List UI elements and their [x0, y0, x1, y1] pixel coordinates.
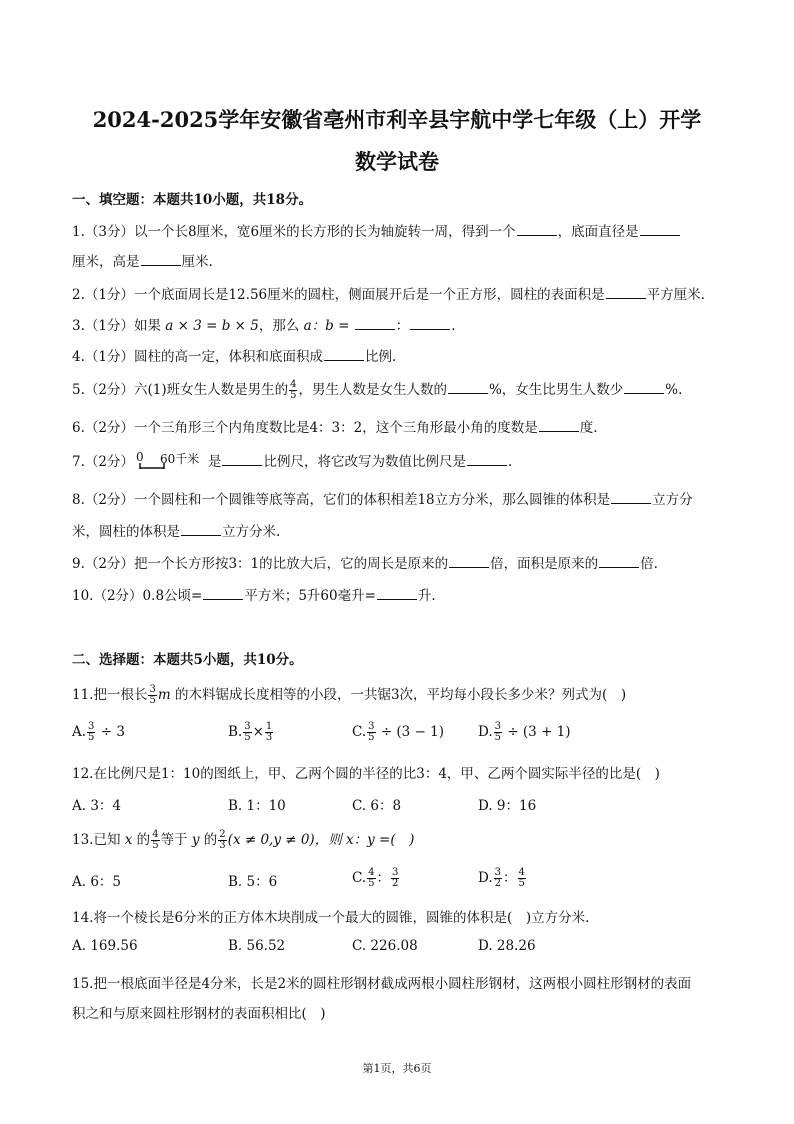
- fraction-denominator: 5: [494, 732, 502, 743]
- fraction-denominator: 5: [244, 732, 251, 743]
- q3-text-a: 3.（1分）如果: [72, 318, 166, 334]
- fraction-4-5: [367, 868, 375, 889]
- option-letter: C.: [352, 724, 367, 740]
- line-scale-diagram: [134, 449, 208, 472]
- q6-text-b: 度.: [579, 420, 598, 436]
- fraction-denominator: 5: [368, 732, 375, 743]
- fraction-3-2: [391, 868, 399, 889]
- q3-end: .: [451, 318, 456, 334]
- fraction-denominator: 5: [368, 878, 375, 889]
- fraction-1-3: [265, 722, 273, 743]
- question-10: [72, 584, 436, 604]
- question-2: [72, 283, 705, 303]
- fraction-denominator: 2: [494, 878, 502, 889]
- question-11: [72, 683, 626, 706]
- q5-text-a: 5.（2分）六(1)班女生人数是男生的: [72, 382, 289, 398]
- question-1-cont: [72, 250, 213, 270]
- q13-option-c[interactable]: [352, 866, 400, 889]
- q8-text-b: 立方分: [652, 492, 693, 508]
- q7-text-c: 比例尺，将它改写为数值比例尺是: [263, 454, 466, 470]
- question-7: [72, 450, 512, 472]
- q6-text-a: 6.（2分）一个三角形三个内角度数比是4：3：2，这个三角形最小角的度数是: [72, 420, 538, 436]
- q4-text-b: 比例.: [364, 349, 397, 365]
- q11-option-c[interactable]: [352, 722, 444, 743]
- fraction-numerator: 2: [219, 829, 226, 840]
- fraction-denominator: 5: [290, 390, 297, 401]
- answer-blank: [448, 381, 488, 394]
- fraction-numerator: 3: [494, 721, 502, 732]
- fraction-3-5: [148, 685, 156, 706]
- q13-text-e: (x ≠ 0,y ≠ 0)，则 x：y =( ): [227, 832, 415, 848]
- fraction-3-5: [243, 722, 251, 743]
- q1-text-a: 1.（3分）以一个长8厘米，宽6厘米的长方形的长为轴旋转一周，得到一个: [72, 224, 516, 240]
- exam-title-line1: 2024-2025学年安徽省亳州市利辛县宇航中学七年级（上）开学: [92, 107, 702, 132]
- section-2-heading: 二、选择题：本题共5小题，共10分。: [72, 652, 303, 668]
- fraction-denominator: 3: [265, 732, 273, 743]
- var-y: y: [191, 832, 200, 848]
- fraction-3-5: [494, 722, 502, 743]
- q8-text-d: 立方分米.: [222, 524, 281, 540]
- question-1: [72, 220, 681, 240]
- fraction-numerator: 4: [368, 867, 375, 878]
- answer-blank: [539, 419, 579, 432]
- answer-blank: [599, 555, 639, 568]
- question-3: [72, 314, 456, 334]
- fraction-denominator: 2: [392, 878, 399, 889]
- fraction-denominator: 5: [152, 840, 159, 851]
- q12-option-b[interactable]: B. 1：10: [228, 798, 286, 814]
- fraction-2-3: [218, 830, 226, 851]
- answer-blank: [410, 317, 450, 330]
- q11-text-b: 的木料锯成长度相等的小段，一共锯3次，平均每小段长多少米？列式为( ): [170, 687, 627, 703]
- q9-text-a: 9.（2分）把一个长方形按3：1的比放大后，它的周长是原来的: [72, 556, 449, 572]
- answer-blank: [467, 453, 507, 466]
- q13-text-a: 13.已知: [72, 832, 125, 848]
- answer-blank: [517, 223, 557, 236]
- q3-ratio: a：b =: [303, 318, 350, 334]
- question-6: [72, 416, 598, 436]
- option-letter: D.: [478, 724, 493, 740]
- q11-option-a[interactable]: [72, 722, 125, 743]
- fraction-numerator: 4: [152, 829, 159, 840]
- question-8: [72, 488, 693, 508]
- q10-text-b: 平方米；5升60毫升=: [244, 588, 376, 604]
- option-letter: B.: [228, 724, 243, 740]
- q12-option-d[interactable]: D. 9：16: [478, 798, 537, 814]
- fraction-numerator: 3: [149, 684, 156, 695]
- q9-text-c: 倍.: [640, 556, 658, 572]
- fraction-numerator: 3: [392, 867, 399, 878]
- section-1-heading: 一、填空题：本题共10小题，共18分。: [72, 192, 313, 208]
- q11-unit: m: [157, 687, 171, 703]
- q12-option-a[interactable]: A. 3：4: [72, 798, 122, 814]
- question-5: [72, 378, 682, 401]
- q13-option-d[interactable]: [478, 866, 527, 889]
- q1-text-c: 厘米，高是: [72, 254, 140, 270]
- question-15-cont: 积之和与原来圆柱形钢材的表面积相比( ): [72, 1006, 326, 1022]
- q3-colon: ：: [395, 318, 410, 334]
- question-12: 12.在比例尺是1：10的图纸上，甲、乙两个圆的半径的比3：4，甲、乙两个圆实际半径的比是( ): [72, 766, 660, 782]
- q13-text-c: 等于: [160, 832, 192, 848]
- fraction-numerator: 3: [368, 721, 375, 732]
- answer-blank: [377, 587, 417, 600]
- fraction-numerator: 4: [518, 867, 525, 878]
- option-text: ×: [252, 724, 264, 740]
- q8-text-c: 米，圆柱的体积是: [72, 524, 180, 540]
- scale-label-60km: 60千米: [159, 451, 200, 466]
- answer-blank: [324, 348, 364, 361]
- q13-text-b: 的: [132, 832, 151, 848]
- option-text: ÷ (3 − 1): [380, 724, 445, 740]
- q7-text-b: 是: [207, 454, 222, 470]
- fraction-4-5: [518, 868, 526, 889]
- fraction-3-5: [367, 722, 375, 743]
- q13-text-d: 的: [199, 832, 218, 848]
- answer-blank: [449, 555, 489, 568]
- page-footer: 第1页，共6页: [362, 1062, 432, 1075]
- question-9: [72, 552, 658, 572]
- fraction-denominator: 3: [219, 840, 226, 851]
- ratio-colon: ：: [376, 870, 391, 886]
- answer-blank: [640, 223, 680, 236]
- q5-text-c: %，女生比男生人数少: [488, 382, 624, 398]
- fraction-numerator: 3: [88, 721, 95, 732]
- q13-option-b[interactable]: B. 5：6: [228, 874, 278, 890]
- option-text: ÷ (3 + 1): [507, 724, 571, 740]
- q9-text-b: 倍，面积是原来的: [490, 556, 599, 572]
- fraction-numerator: 3: [494, 867, 502, 878]
- option-letter: D.: [478, 870, 493, 886]
- q7-text-d: .: [507, 454, 513, 470]
- fraction-numerator: 1: [265, 721, 273, 732]
- answer-blank: [355, 317, 395, 330]
- q7-text-a: 7.（2分）: [72, 454, 134, 470]
- q3-text-b: ，那么: [258, 318, 304, 334]
- question-13: [72, 828, 414, 851]
- exam-title-line2: 数学试卷: [355, 149, 439, 174]
- q2-text-b: 平方厘米.: [646, 287, 705, 303]
- fraction-denominator: 5: [88, 732, 95, 743]
- fraction-numerator: 3: [244, 721, 251, 732]
- q11-option-b[interactable]: [228, 722, 274, 743]
- fraction-3-2: [494, 868, 502, 889]
- q2-text-a: 2.（1分）一个底面周长是12.56厘米的圆柱，侧面展开后是一个正方形，圆柱的表面积是: [72, 287, 605, 303]
- option-text: ÷ 3: [100, 724, 125, 740]
- fraction-denominator: 5: [518, 878, 525, 889]
- answer-blank: [181, 523, 221, 536]
- answer-blank: [203, 587, 243, 600]
- q5-text-d: %.: [665, 382, 683, 398]
- q8-text-a: 8.（2分）一个圆柱和一个圆锥等底等高，它们的体积相差18立方分米，那么圆锥的体积是: [72, 492, 611, 508]
- scale-label-zero: 0: [135, 449, 144, 464]
- q14-option-a[interactable]: A. 169.56: [72, 938, 138, 954]
- answer-blank: [222, 453, 262, 466]
- q14-option-c[interactable]: C. 226.08: [352, 938, 418, 954]
- q1-text-b: ，底面直径是: [557, 224, 639, 240]
- q10-text-c: 升.: [417, 588, 436, 604]
- q5-text-b: ，男生人数是女生人数的: [298, 382, 447, 398]
- fraction-denominator: 5: [149, 695, 156, 706]
- q12-option-c[interactable]: C. 6：8: [352, 798, 402, 814]
- q14-option-d[interactable]: D. 28.26: [478, 938, 536, 954]
- option-letter: C.: [352, 870, 367, 886]
- question-15: 15.把一根底面半径是4分米，长是2米的圆柱形钢材截成两根小圆柱形钢材，这两根小圆柱形钢材的表面: [72, 976, 692, 992]
- q10-text-a: 10.（2分）0.8公顷=: [72, 588, 203, 604]
- ratio-colon: ：: [503, 870, 517, 886]
- q13-option-a[interactable]: A. 6：5: [72, 874, 122, 890]
- q11-option-d[interactable]: [478, 722, 571, 743]
- q3-equation: a × 3 = b × 5: [165, 318, 259, 334]
- fraction-4-5: [289, 380, 297, 401]
- fraction-4-5: [151, 830, 159, 851]
- answer-blank: [624, 381, 664, 394]
- answer-blank: [611, 491, 651, 504]
- question-14: 14.将一个棱长是6分米的正方体木块削成一个最大的圆锥，圆锥的体积是( )立方分米.: [72, 910, 590, 926]
- q14-option-b[interactable]: B. 56.52: [228, 938, 286, 954]
- question-4: [72, 345, 396, 365]
- option-letter: A.: [72, 724, 87, 740]
- var-x: x: [124, 832, 133, 848]
- q4-text-a: 4.（1分）圆柱的高一定，体积和底面积成: [72, 349, 323, 365]
- question-8-cont: [72, 520, 280, 540]
- q1-text-d: 厘米.: [181, 254, 213, 270]
- fraction-numerator: 4: [290, 379, 297, 390]
- q11-text-a: 11.把一根长: [72, 687, 148, 703]
- fraction-3-5: [87, 722, 95, 743]
- answer-blank: [606, 286, 646, 299]
- answer-blank: [141, 253, 181, 266]
